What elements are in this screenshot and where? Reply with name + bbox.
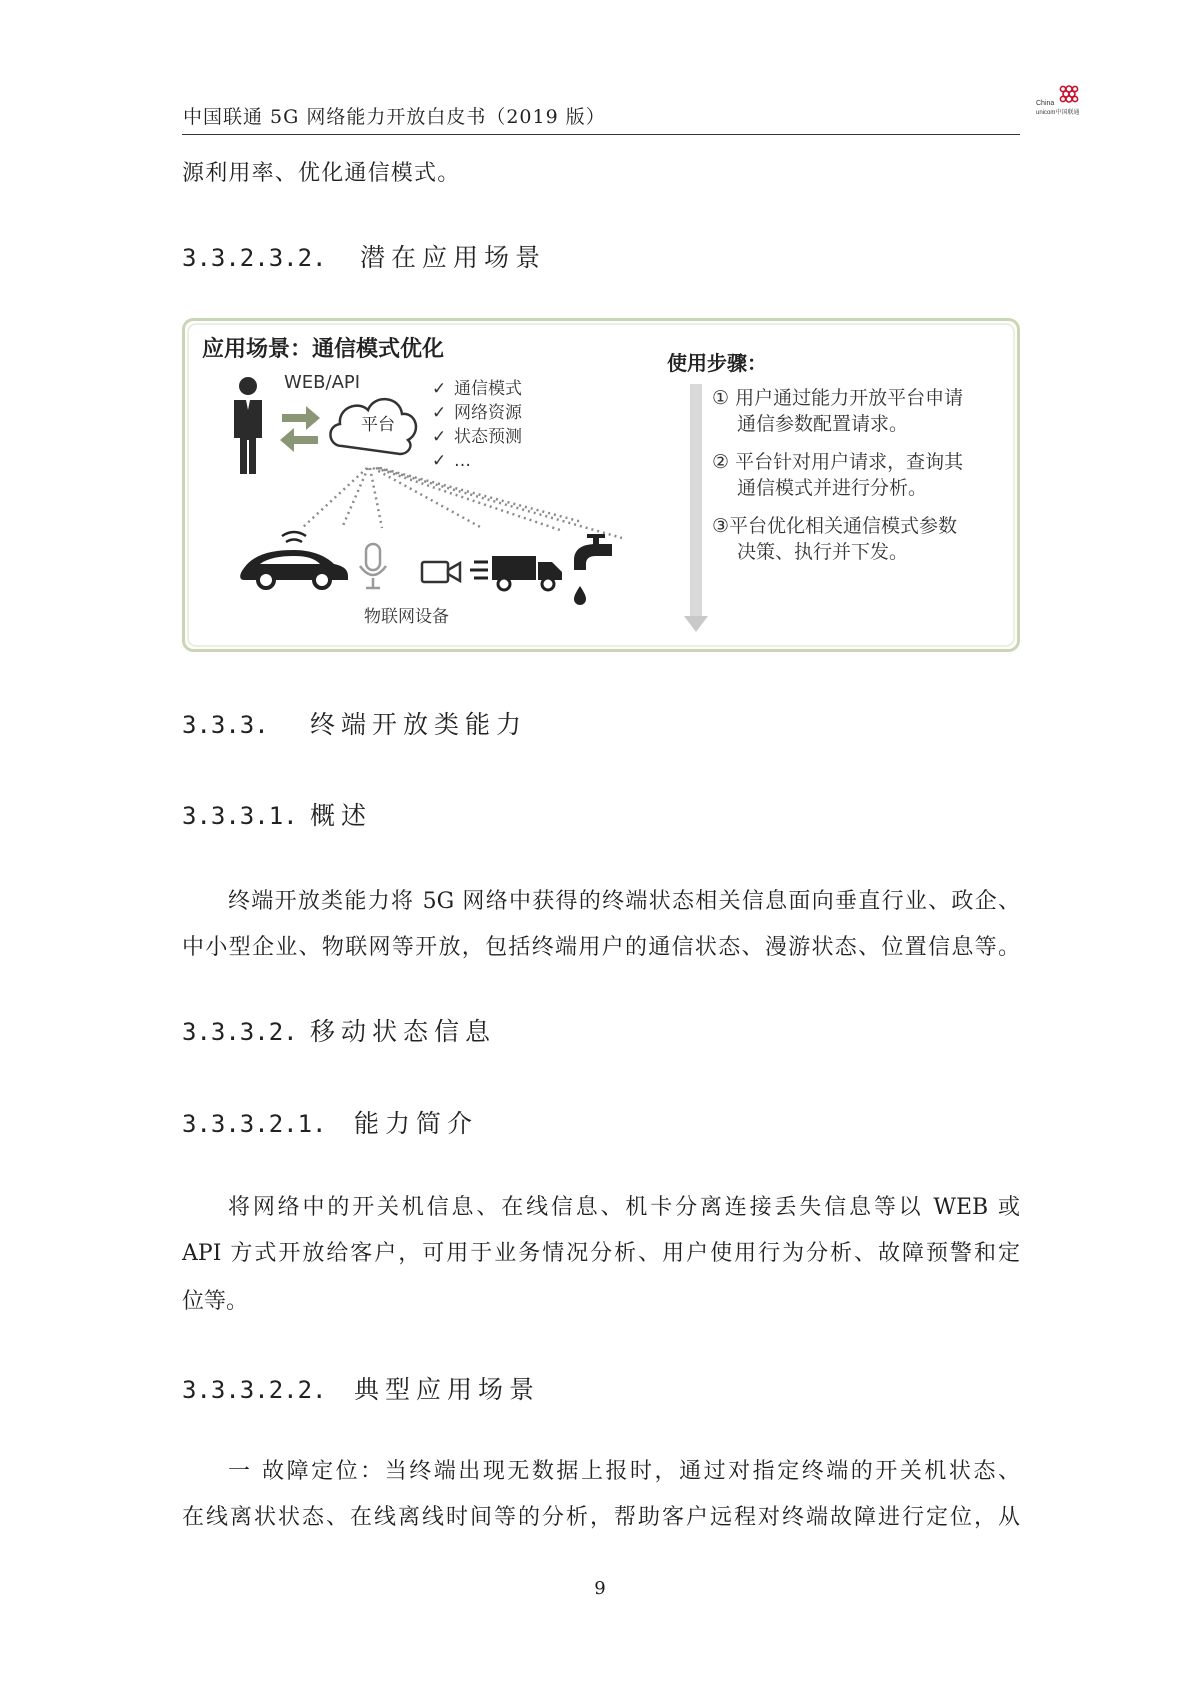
checklist-item: … bbox=[454, 451, 471, 471]
capability-paragraph-line: 将网络中的开关机信息、在线信息、机卡分离连接丢失信息等以 WEB 或 bbox=[228, 1195, 1020, 1220]
step-3-line-2: 决策、执行并下发。 bbox=[737, 541, 909, 563]
overview-paragraph-line: 终端开放类能力将 5G 网络中获得的终端状态相关信息面向垂直行业、政企、 bbox=[228, 889, 1020, 914]
section-heading-3-3-3-2-1 bbox=[182, 1104, 478, 1140]
checklist-item: 状态预测 bbox=[454, 427, 522, 447]
logo-text-china: China bbox=[1036, 100, 1055, 107]
section-title: 潜在应用场景 bbox=[360, 243, 547, 272]
section-number: 3.3.3.2.2. bbox=[182, 1376, 327, 1404]
section-title: 终端开放类能力 bbox=[310, 710, 528, 739]
section-number: 3.3.3.1. bbox=[182, 802, 298, 830]
scenario-paragraph-line: 在线离状状态、在线离线时间等的分析，帮助客户远程对终端故障进行定位，从 bbox=[182, 1505, 1020, 1530]
steps-title: 使用步骤： bbox=[667, 351, 767, 375]
step-1-line-2: 通信参数配置请求。 bbox=[737, 413, 909, 435]
section-heading-3-3-2-3-2 bbox=[182, 238, 546, 274]
scenario-figure bbox=[182, 318, 1020, 652]
section-title: 能力简介 bbox=[354, 1109, 479, 1138]
section-heading-3-3-3-2-2 bbox=[182, 1370, 540, 1406]
section-number: 3.3.3.2. bbox=[182, 1018, 298, 1046]
continuation-line: 源利用率、优化通信模式。 bbox=[182, 161, 461, 186]
check-icon: ✓ bbox=[432, 427, 447, 447]
web-api-label: WEB/API bbox=[284, 372, 361, 393]
step-2-line-2: 通信模式并进行分析。 bbox=[737, 477, 928, 499]
capability-paragraph-line: 位等。 bbox=[182, 1289, 249, 1314]
section-heading-3-3-3-1 bbox=[182, 796, 372, 832]
checklist-item: 网络资源 bbox=[454, 403, 522, 423]
overview-paragraph-line: 中小型企业、物联网等开放，包括终端用户的通信状态、漫游状态、位置信息等。 bbox=[182, 935, 1020, 960]
section-title: 概述 bbox=[310, 801, 373, 830]
check-icon: ✓ bbox=[432, 379, 447, 399]
section-heading-3-3-3-2 bbox=[182, 1012, 496, 1048]
step-3-line-1: ③平台优化相关通信模式参数 bbox=[712, 515, 958, 537]
checklist-item: 通信模式 bbox=[454, 379, 522, 399]
section-title: 移动状态信息 bbox=[310, 1017, 497, 1046]
figure-title: 应用场景：通信模式优化 bbox=[202, 337, 445, 362]
check-icon: ✓ bbox=[432, 403, 447, 423]
scenario-paragraph-line: 一 故障定位：当终端出现无数据上报时，通过对指定终端的开关机状态、 bbox=[228, 1459, 1020, 1484]
iot-devices-label: 物联网设备 bbox=[364, 607, 449, 627]
capability-paragraph-line: API 方式开放给客户，可用于业务情况分析、用户使用行为分析、故障预警和定 bbox=[182, 1241, 1020, 1266]
platform-label: 平台 bbox=[361, 415, 395, 435]
step-1-line-1: ① 用户通过能力开放平台申请 bbox=[712, 387, 964, 409]
section-title: 典型应用场景 bbox=[354, 1375, 541, 1404]
section-number: 3.3.3. bbox=[182, 711, 269, 739]
running-header-title: 中国联通 5G 网络能力开放白皮书（2019 版） bbox=[183, 106, 606, 128]
check-icon: ✓ bbox=[432, 451, 447, 471]
page-number: 9 bbox=[594, 1578, 606, 1599]
header-divider bbox=[182, 134, 1020, 135]
step-2-line-1: ② 平台针对用户请求，查询其 bbox=[712, 451, 964, 473]
logo-text-unicom: unicom中国联通 bbox=[1036, 110, 1080, 116]
section-number: 3.3.3.2.1. bbox=[182, 1110, 327, 1138]
section-heading-3-3-3 bbox=[182, 705, 527, 741]
section-number: 3.3.2.3.2. bbox=[182, 244, 327, 272]
china-unicom-logo bbox=[1036, 84, 1096, 120]
